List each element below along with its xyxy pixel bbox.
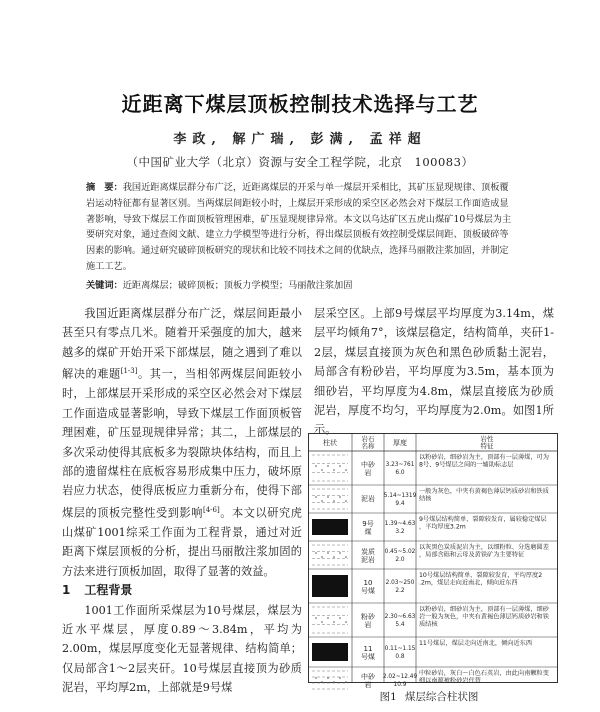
coal-seam-fill — [312, 519, 348, 535]
affiliation: （中国矿业大学（北京）资源与安全工程学院，北京 100083） — [126, 155, 474, 169]
section-title: 工程背景 — [84, 583, 133, 598]
caption-text: 煤层综合柱状图 — [404, 691, 479, 703]
lithology-dot — [345, 681, 347, 683]
lithology-dot — [327, 617, 329, 619]
lithology-dot — [333, 681, 335, 683]
caption-number: 图1 — [379, 691, 397, 703]
column-header: 岩性特征 — [480, 435, 494, 450]
lithology-dot — [345, 621, 347, 623]
lithology-dot — [315, 465, 317, 467]
citation: [4-6] — [203, 505, 220, 514]
lithology-dot — [315, 496, 317, 498]
lithology-dot — [339, 617, 341, 619]
rock-name: 11 号煤 — [361, 645, 375, 661]
figure-caption — [308, 689, 558, 704]
lithology-dot — [321, 500, 323, 502]
lithology-dot — [345, 500, 347, 502]
column-header: 岩石名称 — [361, 435, 375, 450]
thickness-value: 3.23~761 6.0 — [385, 462, 415, 476]
intro-paragraph: 我国近距离煤层群分布广泛，煤层间距最小甚至只有零点几米。随着开采强度的加大，越来越多的煤矿开始开采下部煤层，随之遇到了难以解决的难题[1-3]。其一，当相邻两煤层间距较小时，上部煤层开采形成的采空区必然会对下煤层工作面造成显著影响，导致下煤层工作面顶板管理困难，矿压显现规律异常；其二，上部煤层的多次采动使得其底板多为裂隙块体结构，而且上部的遗留煤柱在底板容易形成集中压力，破坏原岩应力状态，使得底板应力重新分布，使得下部煤层的顶板完整性受到影响[4-6]。本文以研究虎山煤矿1001综采工作面为工程背景，通过对近距离下煤层顶板的分析，提出马丽散注浆加固的方法来进行顶板加固，取得了显著的效益。 — [62, 307, 302, 578]
lithology-dot — [321, 681, 323, 683]
section-heading — [62, 581, 302, 600]
coal-seam-fill — [312, 643, 348, 661]
rock-description: 10号煤层结构简单，裂隙较发育，平均厚度2 .2m，煤层走向近南北，倾向近东西 — [419, 572, 543, 587]
lithology-dot — [339, 465, 341, 467]
lithology-dot — [327, 496, 329, 498]
thickness-value: 0.11~1.15 0.8 — [384, 646, 416, 660]
keywords-label: 关键词： — [86, 280, 123, 291]
lithology-dot — [333, 500, 335, 502]
lithology-dot — [321, 556, 323, 558]
abstract — [86, 180, 516, 275]
abstract-label: 摘 要： — [86, 182, 123, 193]
thickness-value: 2.30~6.63 5.4 — [384, 614, 416, 628]
column-header: 柱状 — [323, 439, 337, 447]
lithology-dot — [327, 465, 329, 467]
thickness-value: 1.39~4.63 3.2 — [384, 521, 416, 535]
left-column — [62, 304, 302, 698]
right-column — [314, 304, 554, 440]
lithology-dot — [345, 469, 347, 471]
lithology-dot — [321, 469, 323, 471]
rock-name: 10 号煤 — [361, 579, 375, 595]
rock-description: 以粉砂岩，细砂岩为主，顶部有一层薄煤，细砂岩一般为灰色，中夹有黄褐色薄层钙质砂岩和铁质结核 — [419, 606, 549, 628]
rock-description: 11号煤层，煤层走向近南北，倾向近东西 — [419, 640, 533, 647]
rock-name: 中砂岩 — [361, 673, 375, 689]
paper-title: 近距离下煤层顶板控制技术选择与工艺 — [121, 92, 479, 116]
lithology-dot — [315, 617, 317, 619]
lithology-dot — [339, 496, 341, 498]
figure-table — [308, 433, 558, 689]
stratigraphic-column-figure — [308, 433, 558, 689]
rock-name: 中砂岩 — [361, 461, 375, 477]
lithology-dot — [345, 556, 347, 558]
lithology-dot — [327, 677, 329, 679]
lithology-dot — [339, 677, 341, 679]
lithology-dot — [333, 469, 335, 471]
background-paragraph: 1001工作面所采煤层为10号煤层，煤层为近水平煤层，厚度0.89～3.84m，平均为2.00m，煤层厚度变化无显著规律、结构简单；仅局部含1～2层夹矸。10号煤层直接顶为砂质泥岩，平均厚2m，上部就是9号煤 — [62, 603, 302, 695]
author-list: 李政, 解广瑞, 彭满, 孟祥超 — [173, 132, 427, 147]
rock-description: 中粒砂岩，灰白～白色石英岩，由此向南颗粒变细以南源被粉砂岩代替 — [419, 670, 549, 685]
rock-description: 以粉砂岩，细砂岩为主，顶部有一层薄煤，可为 8号、9号煤层之间的一辅助标志层 — [419, 454, 549, 469]
coal-seam-fill — [312, 575, 348, 597]
thickness-value: 2.03~250 2.2 — [385, 580, 415, 594]
lithology-dot — [321, 621, 323, 623]
rock-name: 泥岩 — [361, 495, 375, 503]
rock-description: 一般为灰色，中夹有黄褐色薄层钙质砂岩和铁质结核 — [419, 488, 549, 503]
continuation-paragraph: 层采空区。上部9号煤层平均厚度为3.14m，煤层平均倾角7°，该煤层稳定，结构简单，夹矸1-2层，煤层直接顶为灰色和黑色砂质黏土泥岩，局部含有粉砂岩，平均厚度为3.5m，基本顶为细砂岩，平均厚度为4.8m，煤层直接底为砂质泥岩，厚度不均匀，平均厚度为2.0m。如图1所示。 — [314, 307, 554, 437]
citation: [1-3] — [120, 367, 138, 376]
rock-name: 炭质泥岩 — [361, 548, 375, 564]
rock-name: 粉砂岩 — [361, 613, 375, 629]
thickness-value: 2.02~12.49 10.9 — [382, 674, 418, 688]
lithology-dot — [315, 552, 317, 554]
lithology-dot — [327, 552, 329, 554]
keywords-text: 近距离煤层；破碎顶板；顶板力学模型；马丽散注浆加固 — [122, 280, 353, 291]
abstract-text: 我国近距离煤层群分布广泛，近距离煤层的开采与单一煤层开采相比，其矿压显现规律、顶板覆岩运动特征都有显著区别。当两煤层间距较小时，上煤层开采形成的采空区必然会对下煤层工作面造成显著影响，导致下煤层工作面顶板管理困难，矿压显现规律异常。本文以乌达矿区五虎山煤矿10号煤层为主要研究对象，通过查阅文献、建立力学模型等进行分析，得出煤层顶板有效控制受煤层间距、顶板破碎等因素的影响。通过研究破碎顶板研究的现状和比较不同技术之间的优缺点，选择马丽散注浆加固，并制定施工工艺。 — [86, 182, 512, 272]
thickness-value: 5.14~1319 9.4 — [383, 493, 417, 507]
lithology-dot — [333, 621, 335, 623]
thickness-value: 0.45~5.02 2.0 — [384, 549, 416, 563]
keywords — [86, 277, 516, 291]
column-header: 厚度 — [393, 439, 407, 447]
rock-description: 以灰黑色炭质泥岩为主，以细粉粒、分选磨圆差，局部含砾和云母及黄铁矿为主要特征 — [419, 544, 549, 559]
lithology-dot — [333, 556, 335, 558]
rock-description: 9号煤层结构简单，裂隙较发育，属较稳定煤层，平均厚度3.2m — [419, 516, 547, 531]
lithology-dot — [339, 552, 341, 554]
lithology-dot — [315, 677, 317, 679]
section-number: 1 — [62, 583, 71, 598]
rock-name: 9号煤 — [362, 520, 374, 536]
